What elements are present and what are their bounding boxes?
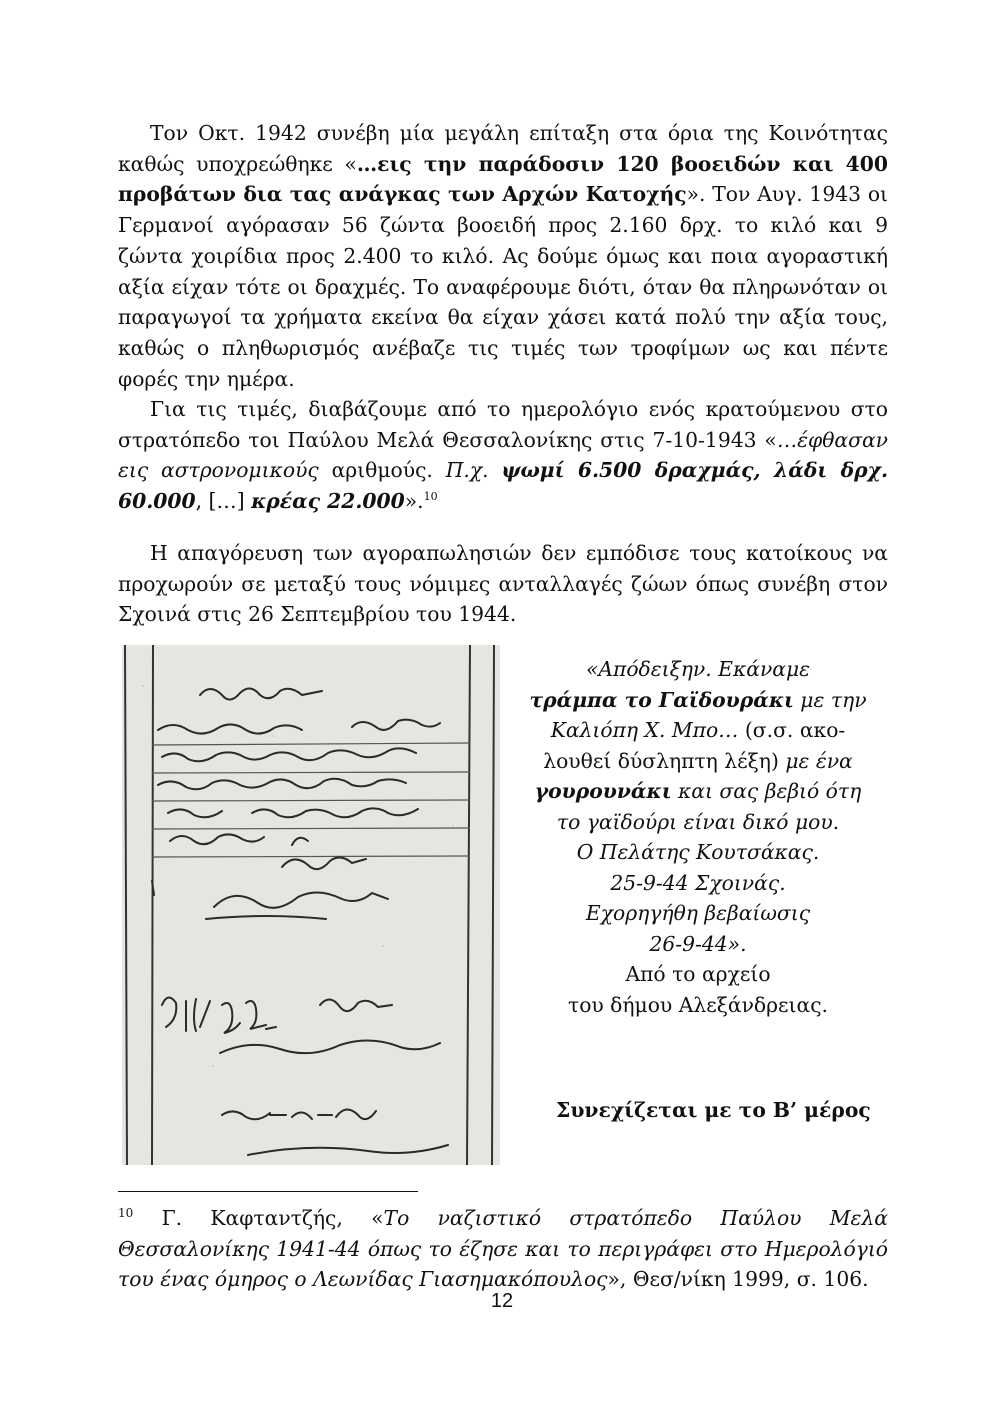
paragraph-prices: Για τις τιμές, διαβάζουμε από το ημερολόγιο ενός κρατούμενου στο στρατόπεδο τοι Παύλου Μελά Θεσσαλονίκης στις 7-10-1943 «…έφθασαν εις αστρονομικούς αριθμούς. Π.χ. ψωμί 6.500 δραχμάς, λάδι δρχ. 60.000, […] κρέας 22.000».$^{10}$ <box>118 397 889 514</box>
document-caption: «Απόδειξην. Εκάναμε τράμπα το Γαϊδουράκι με την Καλιόπη Χ. Μπο… (σ.σ. ακο- λουθεί δύσληπτη λέξη) με ένα γουρουνάκι και σας βεβιό ότη το γαϊδούρι είναι δικό μου. Ο Πελάτης Κουτσάκας. 25-9-44 Σχοινάς. Εχορηγήθη βεβαίωσις 26-9-44». Από το αρχείο του δήμου Αλεξάνδρειας. <box>529 657 867 1017</box>
footnote-divider <box>118 1191 418 1192</box>
footnote-reference[interactable]: 10 <box>423 490 438 504</box>
footnote-number: 10 <box>118 1206 134 1221</box>
paragraph-exchanges: Η απαγόρευση των αγοραπωλησιών δεν εμπόδισε τους κατοίκους να προχωρούν σε μεταξύ τους νόμιμες ανταλλαγές ζώων όπως συνέβη στον Σχοινά στις 26 Σεπτεμβρίου του 1944. <box>118 541 888 627</box>
paragraph-requisition: Τον Οκτ. 1942 συνέβη μία μεγάλη επίταξη στα όρια της Κοινότητας καθώς υποχρεώθηκε «…εις την παράδοσιν 120 βοοειδών και 400 προβάτων δια τας ανάγκας των Αρχών Κατοχής». Τον Αυγ. 1943 οι Γερμανοί αγόρασαν 56 ζώντα βοοειδή προς 2.160 δρχ. το κιλό και 9 ζώντα χοιρίδια προς 2.400 το κιλό. Ας δούμε όμως και ποια αγοραστική αξία είχαν τότε οι δραχμές. Το αναφέρουμε διότι, όταν θα πληρωνόταν οι παραγωγοί τα χρήματα εκείνα θα είχαν χάσει κατά πολύ την αξία τους, καθώς ο πληθωρισμός ανέβαζε τις τιμές των τροφίμων ως και πέντε φορές την ημέρα. <box>118 121 888 391</box>
page-number: 12 <box>490 1290 514 1312</box>
continuation-note: Συνεχίζεται με το Β’ μέρος <box>556 1098 871 1122</box>
footnote: $^{10}$ Γ. Καφταντζής, «Το ναζιστικό στρατόπεδο Παύλου Μελά Θεσσαλονίκης 1941-44 όπως το έζησε και το περιγράφει στο Ημερολόγιό του ένας όμηρος ο Λεωνίδας Γιασημακόπουλος», Θεσ/νίκη 1999, σ. 106. <box>118 1206 888 1292</box>
handwritten-receipt-image <box>122 645 500 1165</box>
